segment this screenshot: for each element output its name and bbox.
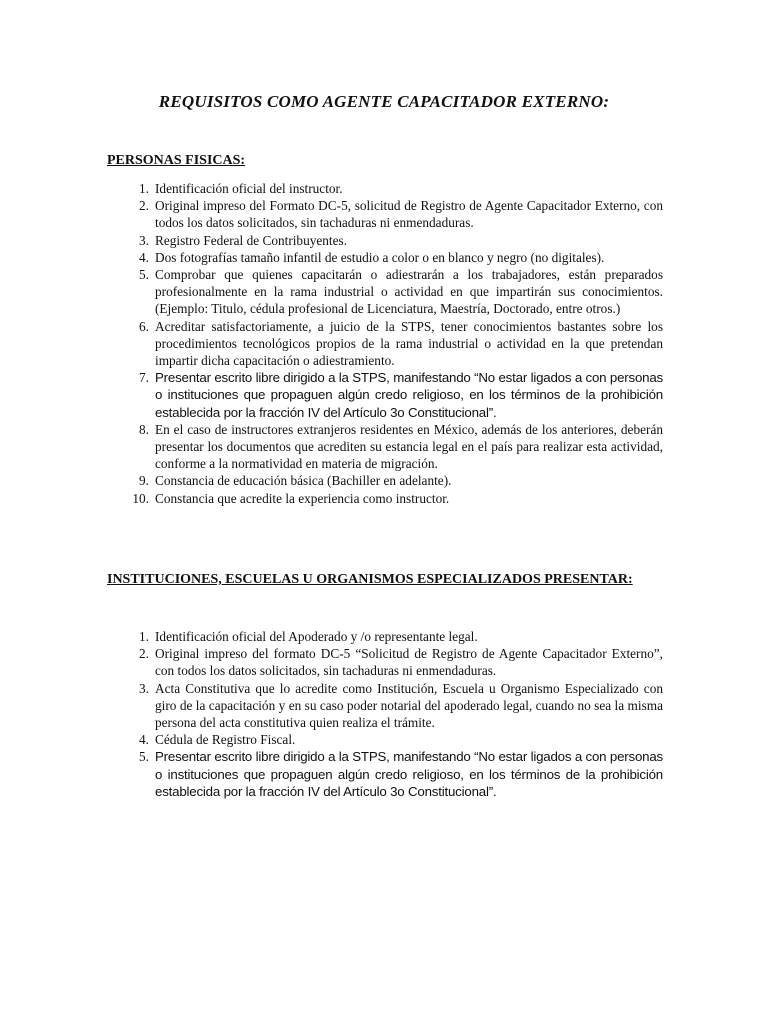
item-number: 8. bbox=[139, 421, 149, 437]
item-number: 6. bbox=[139, 318, 149, 334]
requirements-list-personas-fisicas bbox=[107, 180, 663, 507]
item-number: 3. bbox=[139, 680, 149, 696]
list-item bbox=[107, 472, 663, 489]
item-text: Presentar escrito libre dirigido a la STPS, manifestando “No estar ligados a con personas o instituciones que propaguen algún credo religioso, en los términos de la prohibición establecida por la fracción IV del Artículo 3o Constitucional”. bbox=[155, 370, 663, 420]
document-title: REQUISITOS COMO AGENTE CAPACITADOR EXTERNO: bbox=[158, 92, 610, 111]
list-item bbox=[107, 490, 663, 507]
item-text: Identificación oficial del instructor. bbox=[155, 181, 343, 196]
item-number: 1. bbox=[139, 181, 149, 196]
item-number: 7. bbox=[139, 370, 149, 386]
list-item bbox=[107, 197, 663, 231]
requirements-list-instituciones bbox=[107, 628, 663, 800]
list-item bbox=[107, 421, 663, 473]
item-text: Constancia de educación básica (Bachiller en adelante). bbox=[155, 473, 452, 489]
list-item bbox=[107, 318, 663, 370]
list-item bbox=[107, 731, 663, 748]
section-heading-personas-fisicas: PERSONAS FISICAS: bbox=[107, 153, 246, 168]
item-text: Registro Federal de Contribuyentes. bbox=[155, 232, 348, 248]
item-text: Original impreso del Formato DC-5, solicitud de Registro de Agente Capacitador Externo, con todos los datos solicitados, sin tachaduras ni enmendaduras. bbox=[155, 198, 663, 231]
list-item bbox=[107, 645, 663, 679]
item-number: 9. bbox=[139, 473, 149, 489]
list-item bbox=[107, 249, 663, 266]
item-number: 1. bbox=[139, 629, 149, 644]
list-item bbox=[107, 369, 663, 421]
item-number: 2. bbox=[139, 198, 149, 214]
item-number: 3. bbox=[139, 232, 149, 248]
list-item bbox=[107, 680, 663, 732]
item-text: Presentar escrito libre dirigido a la STPS, manifestando “No estar ligados a con personas o instituciones que propaguen algún credo religioso, en los términos de la prohibición establecida por la fracción IV del Artículo 3o Constitucional”. bbox=[155, 749, 663, 799]
item-number: 5. bbox=[139, 749, 149, 765]
list-item bbox=[107, 180, 663, 197]
item-text: Acreditar satisfactoriamente, a juicio de la STPS, tener conocimientos bastantes sobre los procedimientos tecnológicos propios de la rama industrial o actividad en la que pretendan impartir dicha capacitación o adiestramiento. bbox=[155, 318, 663, 369]
item-number: 2. bbox=[139, 646, 149, 662]
item-text: Dos fotografías tamaño infantil de estudio a color o en blanco y negro (no digitales). bbox=[155, 249, 605, 265]
item-text: En el caso de instructores extranjeros residentes en México, además de los anteriores, deberán presentar los documentos que acrediten su estancia legal en el país para realizar esta actividad, conforme a la normatividad en materia de migración. bbox=[155, 421, 663, 472]
list-item bbox=[107, 748, 663, 800]
list-item bbox=[107, 232, 663, 249]
item-text: Constancia que acredite la experiencia como instructor. bbox=[155, 490, 450, 506]
item-number: 4. bbox=[139, 249, 149, 265]
list-item bbox=[107, 266, 663, 318]
list-item bbox=[107, 628, 663, 645]
item-text: Cédula de Registro Fiscal. bbox=[155, 732, 296, 748]
section-heading-instituciones: INSTITUCIONES, ESCUELAS U ORGANISMOS ESPECIALIZADOS PRESENTAR: bbox=[107, 572, 633, 587]
item-number: 5. bbox=[139, 267, 149, 283]
item-number: 4. bbox=[139, 732, 149, 748]
item-number: 10. bbox=[132, 490, 149, 506]
item-text: Acta Constitutiva que lo acredite como Institución, Escuela u Organismo Especializado con giro de la capacitación y en su caso poder notarial del apoderado legal, cuando no sea la misma persona del acta constitutiva quien realiza el trámite. bbox=[155, 680, 663, 731]
item-text: Comprobar que quienes capacitarán o adiestrarán a los trabajadores, están preparados profesionalmente en la rama industrial o actividad en que impartirán sus conocimientos. (Ejemplo: Titulo, cédula profesional de Licenciatura, Maestría, Doctorado, entre otros.) bbox=[155, 267, 663, 317]
item-text: Original impreso del formato DC-5 “Solicitud de Registro de Agente Capacitador Externo”, con todos los datos solicitados, sin tachaduras ni enmendaduras. bbox=[155, 646, 663, 679]
item-text: Identificación oficial del Apoderado y /o representante legal. bbox=[155, 629, 478, 644]
